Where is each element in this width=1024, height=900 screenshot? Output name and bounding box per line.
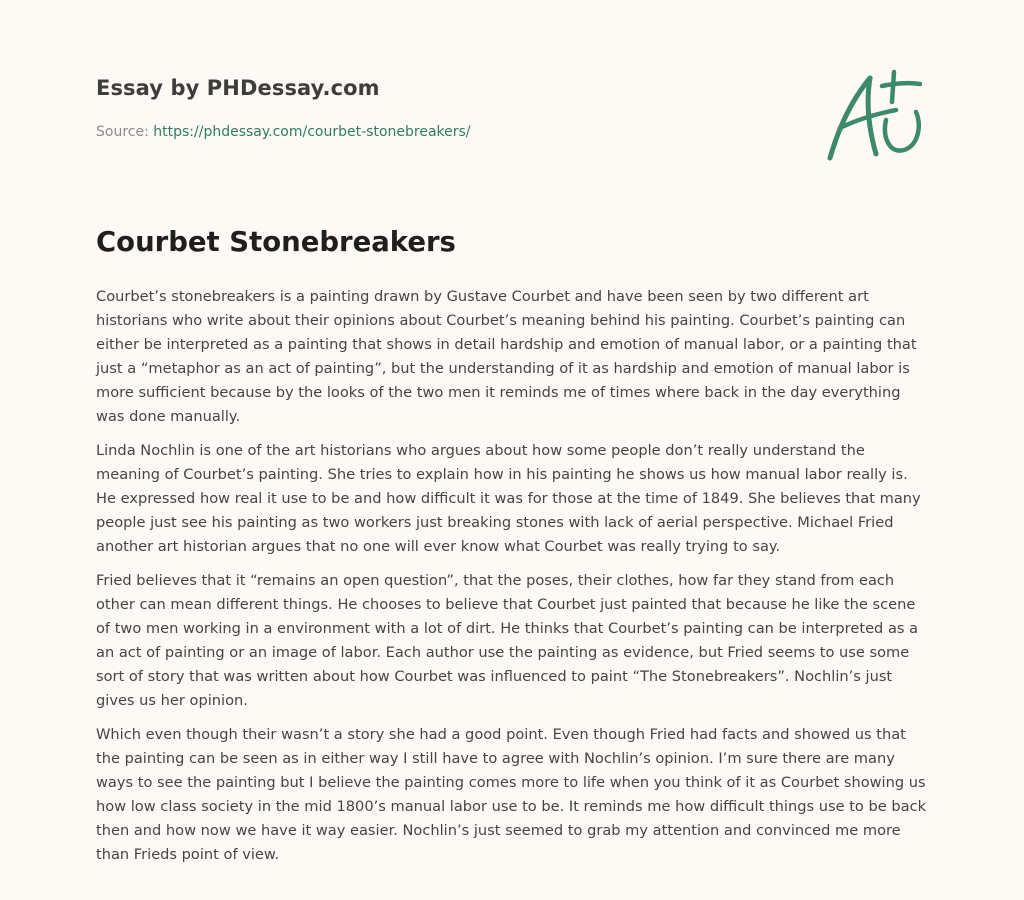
logo-plus-vertical xyxy=(892,72,894,102)
essay-paragraph: Courbet’s stonebreakers is a painting drawn by Gustave Courbet and have been seen by two different art historians who write about their opinions about Courbet’s meaning behind his painting. Courbet’s painting can either be interpreted as a painting that shows in detail hardship and emotion of manual labor, or a painting that just a “metaphor as an act of painting”, but the understanding of it as hardship and emotion of manual labor is more sufficient because by the looks of the two men it reminds me of times where back in the day everything was done manually. xyxy=(96,288,917,425)
logo-check-loop xyxy=(885,112,919,151)
logo-plus-horizontal xyxy=(882,83,920,86)
source-line xyxy=(96,124,471,140)
essay-paragraph: Linda Nochlin is one of the art historians who argues about how some people don’t really understand the meaning of Courbet’s painting. She tries to explain how in his painting he shows us how manual labor really is. He expressed how real it use to be and how difficult it was for those at the time of 1849. She believes that many people just see his painting as two workers just breaking stones with lack of aerial perspective. Michael Fried another art historian argues that no one will ever know what Courbet was really trying to say. xyxy=(96,442,921,555)
a-plus-grade-icon xyxy=(824,68,924,164)
site-brand: Essay by PHDessay.com xyxy=(96,76,380,100)
source-label: Source: xyxy=(96,124,149,140)
essay-paragraph: Fried believes that it “remains an open question”, that the poses, their clothes, how far they stand from each other can mean different things. He chooses to believe that Courbet just painted that because he like the scene of two men working in a environment with a lot of dirt. He thinks that Courbet’s painting can be interpreted as a an act of painting or an image of labor. Each author use the painting as evidence, but Fried seems to use some sort of story that was written about how Courbet was influenced to paint “The Stonebreakers”. Nochlin’s just gives us her opinion. xyxy=(96,572,919,709)
essay-paragraph: Which even though their wasn’t a story she had a good point. Even though Fried had facts and showed us that the painting can be seen as in either way I still have to agree with Nochlin’s opinion. I’m sure there are many ways to see the painting but I believe the painting comes more to life when you think of it as Courbet showing us how low class society in the mid 1800’s manual labor use to be. It reminds me how difficult things use to be back then and how now we have it way easier. Nochlin’s just seemed to grab my attention and convinced me more than Frieds point of view. xyxy=(96,726,927,863)
essay-body xyxy=(96,285,930,877)
essay-title: Courbet Stonebreakers xyxy=(96,226,456,258)
source-link[interactable]: https://phdessay.com/courbet-stonebreakers/ xyxy=(153,124,471,140)
